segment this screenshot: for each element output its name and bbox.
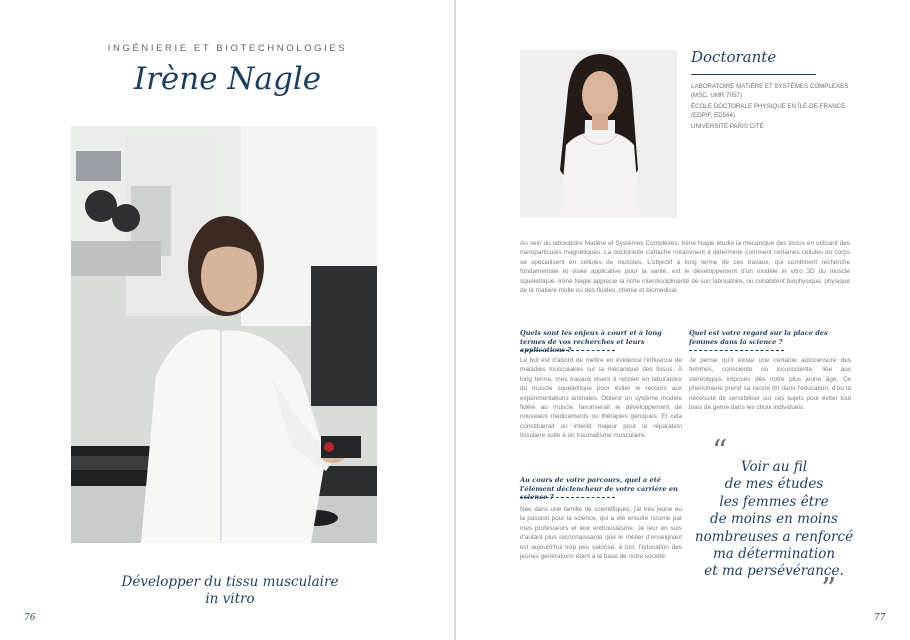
headshot-photo	[520, 50, 677, 218]
subtitle-line-2: in vitro	[205, 591, 255, 607]
lab-portrait-photo	[71, 126, 377, 543]
right-page	[456, 0, 910, 640]
pull-quote-line: de moins en moins	[710, 511, 838, 528]
question-2-rule	[520, 497, 615, 498]
pull-quote-line: les femmes être	[719, 493, 829, 510]
section-kicker: INGÉNIERIE ET BIOTECHNOLOGIES	[107, 43, 348, 54]
affiliation-lab: LABORATOIRE MATIÈRE ET SYSTÈMES COMPLEXES (MSC, UMR 7057)	[691, 83, 849, 99]
affiliation-university: UNIVERSITÉ PARIS CITÉ	[691, 123, 764, 130]
pull-quote-line: de mes études	[724, 476, 824, 493]
role-underline	[691, 74, 816, 75]
pull-quote-line: Voir au fil	[740, 459, 808, 475]
question-3: Quel est votre regard sur la place des femmes dans la science ?	[689, 329, 828, 346]
question-2: Au cours de votre parcours, quel a été l'élément déclencheur de votre carrière en science ?	[520, 476, 678, 502]
subtitle-line-1: Développer du tissu musculaire	[121, 574, 339, 590]
page-number-right: 77	[874, 613, 886, 623]
answer-1: Le but est d'abord de mettre en évidence l'influence de maladies musculaires sur la mécanique des tissus. À long terme, mes travaux visent à recréer en laboratoire du muscle squelettique pour éviter le recours aux expérimentations animales. Obtenir un système modèle fidèle au muscle favoriserait le développement de nouveaux médicaments ou thérapies géniques. Et cela constituerait un intérêt majeur pour la réparation tissulaire suite à un traumatisme musculaire.	[520, 357, 682, 440]
pull-quote-line: et ma persévérance.	[704, 563, 844, 580]
answer-3: Je pense qu'il existe une certaine autocensure des femmes, consciente ou inconsciente, liée aux stéréotypes imposés dès notre plus jeune âge. Ce phénomène prend sa racine tôt dans l'éducation, d'où la nécessité de sensibiliser sur ces sujets pour éviter tout biais de genre dans les choix individuels.	[689, 357, 851, 412]
question-1-rule	[520, 350, 615, 351]
subtitle	[100, 574, 360, 608]
affiliation-doctoral-school: ÉCOLE DOCTORALE PHYSIQUE EN ÎLE-DE-FRANCE (EDPIF, ED564)	[691, 103, 846, 119]
pull-quote	[689, 459, 859, 581]
quote-close-mark: ”	[821, 572, 837, 607]
quote-open-mark: “	[712, 434, 728, 469]
answer-2: Née dans une famille de scientifiques, j'ai très jeune eu la passion pour la science, qui a été ensuite nourrie par mes professeurs et leur enthousiasme. Je leur en suis d'autant plus reconnaissante que le métier d'enseignant est aujourd'hui trop peu valorisé, à tort, l'éducation des jeunes générations étant à la base de notre société.	[520, 506, 682, 561]
intro-paragraph: Au sein du laboratoire Matière et Systèmes Complexes, Irène Nagle étudie la mécanique des tissus en utilisant des nanoparticules magnétiques. La doctorante s'attache notamment à déterminer comment certaines cellules du corps se spécialisent en cellules de muscles. L'objectif à long terme de ces travaux, qui combinent recherche fondamentale et visée applicative pour la santé, est le développement d'un modèle in vitro 3D du muscle squelettique. Irène Nagle apprécie la riche interdisciplinarité de son laboratoire, où cohabitent biophysique, physique de la matière molle ou des fluides, chimie et biomédical.	[520, 240, 850, 295]
question-1: Quels sont les enjeux à court et à long termes de vos recherches et leurs applications ?	[520, 329, 662, 355]
page-number-left: 76	[24, 613, 36, 623]
pull-quote-line: nombreuses a renforcé	[694, 528, 854, 545]
pull-quote-line: ma détermination	[712, 546, 836, 563]
role-title: Doctorante	[691, 48, 777, 66]
question-3-rule	[689, 350, 784, 351]
page-title: Irène Nagle	[133, 61, 322, 97]
